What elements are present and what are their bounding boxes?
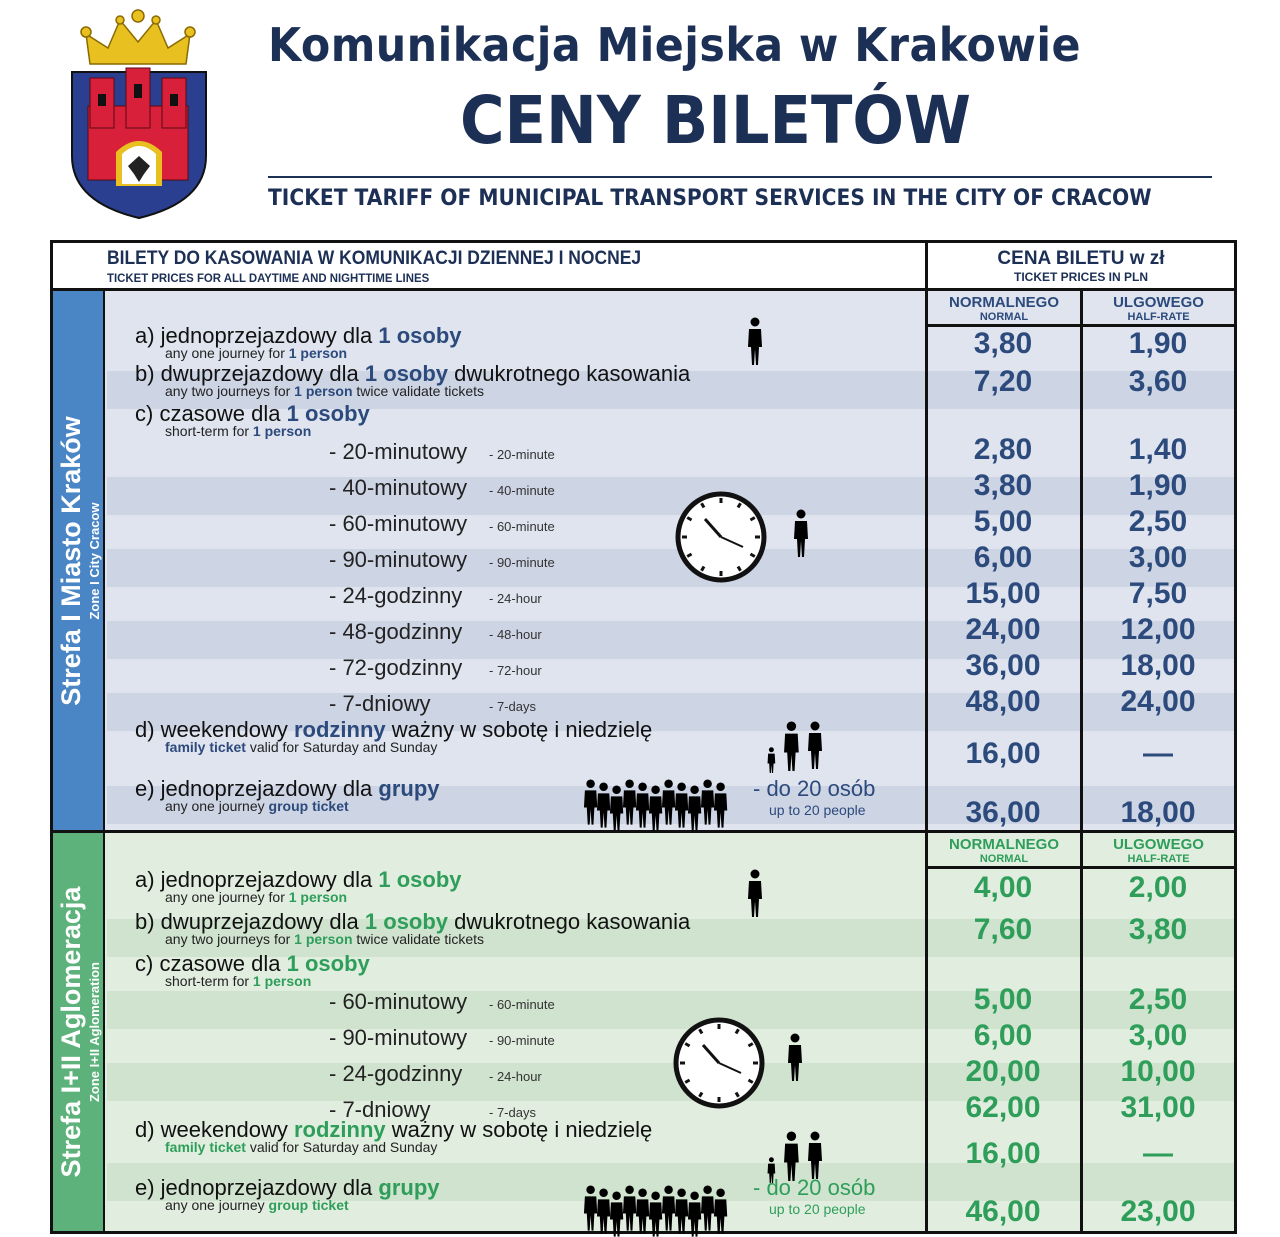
ticket-english-text: twice validate tickets [352, 383, 485, 399]
clock-icon [675, 491, 767, 583]
timed-ticket-label: - 7-dniowy [329, 1097, 431, 1122]
ticket-row-b [135, 909, 690, 947]
price-normal: 48,00 [965, 685, 1041, 718]
ticket-name-highlight: 1 osoby [286, 401, 370, 426]
timed-ticket-english: - 24-hour [489, 591, 542, 606]
column-header-reduced [1083, 291, 1234, 327]
timed-ticket-label: - 72-godzinny [329, 655, 463, 680]
column-header-label: ULGOWEGO [1113, 836, 1204, 853]
price-normal: 2,80 [973, 433, 1033, 466]
timed-ticket-english: - 7-days [489, 1105, 536, 1120]
ticket-english-text: any one journey for [165, 889, 289, 905]
price-normal: 16,00 [965, 1137, 1041, 1170]
timed-ticket-english: - 90-minute [489, 555, 555, 570]
ticket-name-text: d) weekendowy [135, 1117, 294, 1142]
ticket-english-highlight: 1 person [294, 383, 353, 399]
person-icon [807, 721, 823, 769]
title-divider [268, 176, 1212, 178]
price-reduced: 18,00 [1120, 649, 1196, 682]
zone-label [56, 887, 102, 1178]
ticket-name-highlight: 1 osoby [364, 361, 449, 386]
ticket-name-text: b) dwuprzejazdowy dla [135, 909, 365, 934]
person-icon [767, 747, 776, 773]
person-icon [783, 721, 800, 771]
timed-ticket-label: - 24-godzinny [329, 583, 463, 608]
column-header-label-english: HALF-RATE [1127, 311, 1190, 323]
price-reduced: 24,00 [1120, 685, 1196, 718]
price-normal: 3,80 [973, 469, 1033, 502]
ticket-name-highlight: rodzinny [293, 1117, 386, 1142]
timed-ticket-label: - 90-minutowy [329, 547, 468, 572]
person-icon [793, 509, 809, 557]
timed-ticket-english: - 24-hour [489, 1069, 542, 1084]
cracow-coat-of-arms [68, 6, 210, 220]
ticket-name-text: a) jednoprzejazdowy dla [135, 323, 379, 348]
timed-ticket-label: - 40-minutowy [329, 475, 468, 500]
page-title: Komunikacja Miejska w Krakowie [268, 18, 1082, 72]
price-normal: 36,00 [965, 796, 1041, 829]
ticket-english-text: any one journey for [165, 345, 289, 361]
column-header-label: ULGOWEGO [1113, 294, 1204, 311]
ticket-name-text: e) jednoprzejazdowy dla [135, 776, 379, 801]
timed-ticket-label: - 48-godzinny [329, 619, 463, 644]
ticket-english-text: any one journey [165, 798, 269, 814]
column-header-normal [928, 291, 1080, 327]
price-normal: 15,00 [965, 577, 1041, 610]
ticket-name-text: ważny w sobotę i niedzielę [385, 1117, 653, 1142]
ticket-english-text: valid for Saturday and Sunday [245, 739, 438, 755]
ticket-name-highlight: grupy [378, 1175, 440, 1200]
ticket-name-text: dwukrotnego kasowania [448, 361, 691, 386]
ticket-row-e [135, 776, 440, 814]
ticket-name-text: a) jednoprzejazdowy dla [135, 867, 379, 892]
person-icon [807, 1131, 823, 1179]
price-reduced: 18,00 [1120, 796, 1196, 829]
zone-1-section [53, 291, 1234, 833]
price-reduced: 1,40 [1128, 433, 1188, 466]
ticket-english-highlight: group ticket [268, 1197, 349, 1213]
zone-name: Strefa I Miasto Kraków [56, 415, 86, 706]
price-normal: 24,00 [965, 613, 1041, 646]
timed-ticket-english: - 60-minute [489, 997, 555, 1012]
table-header-title-english: TICKET PRICES FOR ALL DAYTIME AND NIGHTTIME LINES [107, 271, 430, 285]
group-size: - do 20 osób [753, 776, 876, 801]
zone-name-english: Zone I+II Aglomeration [87, 962, 102, 1103]
ticket-name-text: e) jednoprzejazdowy dla [135, 1175, 379, 1200]
price-header-title: CENA BILETU w zł [997, 248, 1165, 269]
zone-label-strip [53, 833, 105, 1231]
column-header-reduced [1083, 833, 1234, 869]
page-subtitle-english: TICKET TARIFF OF MUNICIPAL TRANSPORT SERVICES IN THE CITY OF CRACOW [268, 186, 1152, 211]
column-header-label: NORMALNEGO [949, 294, 1059, 311]
timed-ticket-english: - 40-minute [489, 483, 555, 498]
ticket-english-highlight: 1 person [294, 931, 353, 947]
ticket-row-c [135, 401, 370, 439]
timed-ticket-label: - 60-minutowy [329, 989, 468, 1014]
price-reduced: 1,90 [1128, 327, 1188, 360]
price-normal: 5,00 [973, 983, 1033, 1016]
person-icon [767, 1157, 776, 1183]
page-subtitle: CENY BILETÓW [460, 82, 972, 159]
ticket-row-e [135, 1175, 440, 1213]
person-icon [747, 869, 763, 917]
price-reduced: 10,00 [1120, 1055, 1196, 1088]
table-header-right [925, 243, 1234, 291]
price-reduced: 2,50 [1128, 505, 1188, 538]
price-normal: 20,00 [965, 1055, 1041, 1088]
ticket-name-text: dwukrotnego kasowania [448, 909, 691, 934]
price-normal: 5,00 [973, 505, 1033, 538]
price-reduced: 31,00 [1120, 1091, 1196, 1124]
price-normal: 16,00 [965, 737, 1041, 770]
price-normal: 7,60 [973, 913, 1033, 946]
price-reduced: — [1143, 737, 1173, 770]
ticket-english-highlight: family ticket [165, 1139, 246, 1155]
ticket-row-a [135, 867, 462, 905]
ticket-english-highlight: 1 person [288, 889, 348, 905]
ticket-row-d [135, 717, 652, 755]
timed-ticket-english: - 20-minute [489, 447, 555, 462]
ticket-english-highlight: 1 person [252, 973, 312, 989]
ticket-english-text: twice validate tickets [352, 931, 485, 947]
zone-2-section [53, 833, 1234, 1231]
price-normal: 62,00 [965, 1091, 1041, 1124]
column-header-normal [928, 833, 1080, 869]
timed-ticket-label: - 60-minutowy [329, 511, 468, 536]
ticket-name-highlight: 1 osoby [378, 867, 462, 892]
ticket-name-highlight: 1 osoby [378, 323, 462, 348]
price-reduced: 12,00 [1120, 613, 1196, 646]
price-normal: 3,80 [973, 327, 1033, 360]
ticket-english-text: valid for Saturday and Sunday [245, 1139, 438, 1155]
ticket-row-a [135, 323, 462, 361]
ticket-english-text: any one journey [165, 1197, 269, 1213]
price-reduced: 2,00 [1128, 871, 1188, 904]
price-header-title-english: TICKET PRICES IN PLN [1013, 270, 1148, 284]
person-icon [787, 1033, 803, 1081]
ticket-name-highlight: 1 osoby [364, 909, 449, 934]
ticket-price-table [50, 240, 1237, 1234]
price-reduced: 2,50 [1128, 983, 1188, 1016]
person-icon [783, 1131, 800, 1181]
price-reduced: 1,90 [1128, 469, 1188, 502]
person-icon [747, 317, 763, 365]
table-header-title: BILETY DO KASOWANIA W KOMUNIKACJI DZIENNEJ I NOCNEJ [107, 248, 642, 269]
ticket-name-highlight: grupy [378, 776, 440, 801]
price-normal: 46,00 [965, 1195, 1041, 1228]
price-reduced: 7,50 [1128, 577, 1188, 610]
timed-ticket-label: - 90-minutowy [329, 1025, 468, 1050]
ticket-english-text: any two journeys for [165, 931, 295, 947]
price-normal: 36,00 [965, 649, 1041, 682]
ticket-name-text: d) weekendowy [135, 717, 294, 742]
ticket-name-highlight: 1 osoby [286, 951, 370, 976]
group-size-english: up to 20 people [769, 1201, 866, 1217]
price-normal: 6,00 [973, 1019, 1033, 1052]
ticket-english-highlight: group ticket [268, 798, 349, 814]
price-normal: 4,00 [973, 871, 1033, 904]
price-normal: 7,20 [973, 365, 1033, 398]
column-header-label-english: NORMAL [979, 853, 1029, 865]
timed-ticket-label: - 24-godzinny [329, 1061, 463, 1086]
ticket-row-b [135, 361, 690, 399]
timed-ticket-english: - 90-minute [489, 1033, 555, 1048]
person-icon [713, 1188, 728, 1234]
group-size-english: up to 20 people [769, 802, 866, 818]
price-reduced: — [1143, 1137, 1173, 1170]
ticket-english-highlight: family ticket [165, 739, 246, 755]
column-header-label-english: NORMAL [979, 311, 1029, 323]
column-header-label: NORMALNEGO [949, 836, 1059, 853]
price-reduced: 23,00 [1120, 1195, 1196, 1228]
zone-name-english: Zone I City Cracow [87, 501, 102, 620]
ticket-name-text: b) dwuprzejazdowy dla [135, 361, 365, 386]
price-reduced: 3,00 [1128, 1019, 1188, 1052]
timed-ticket-english: - 7-days [489, 699, 536, 714]
zone-label [56, 416, 102, 706]
timed-ticket-label: - 7-dniowy [329, 691, 431, 716]
price-reduced: 3,60 [1128, 365, 1188, 398]
group-size: - do 20 osób [753, 1175, 876, 1200]
column-header-label-english: HALF-RATE [1127, 853, 1190, 865]
ticket-name-text: c) czasowe dla [135, 401, 287, 426]
clock-icon [673, 1017, 765, 1109]
ticket-english-highlight: 1 person [288, 345, 348, 361]
ticket-row-c [135, 951, 370, 989]
ticket-english-text: short-term for [165, 973, 253, 989]
timed-ticket-english: - 60-minute [489, 519, 555, 534]
zone-name: Strefa I+II Aglomeracja [56, 886, 86, 1178]
timed-ticket-english: - 72-hour [489, 663, 542, 678]
price-reduced: 3,80 [1128, 913, 1188, 946]
ticket-english-highlight: 1 person [252, 423, 312, 439]
ticket-name-text: ważny w sobotę i niedzielę [385, 717, 653, 742]
price-reduced: 3,00 [1128, 541, 1188, 574]
price-normal: 6,00 [973, 541, 1033, 574]
timed-ticket-label: - 20-minutowy [329, 439, 468, 464]
ticket-name-highlight: rodzinny [293, 717, 386, 742]
ticket-english-text: short-term for [165, 423, 253, 439]
zone-label-strip [53, 291, 105, 830]
ticket-name-text: c) czasowe dla [135, 951, 287, 976]
table-header-left [53, 243, 925, 291]
timed-ticket-english: - 48-hour [489, 627, 542, 642]
person-icon [713, 782, 728, 828]
ticket-english-text: any two journeys for [165, 383, 295, 399]
